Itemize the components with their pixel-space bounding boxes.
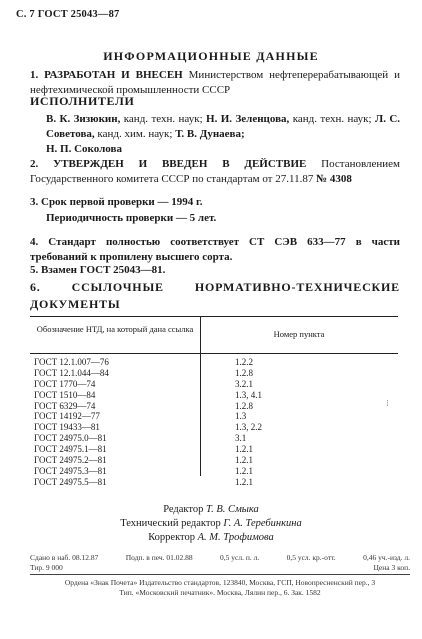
imprint-sheets: 0,5 усл. п. л. [220, 553, 260, 562]
item-text: Постановлением Государственного комитета СССР по стандартам от 27.11.87 [30, 158, 401, 185]
editor-name: Т. В. Смыка [205, 504, 259, 515]
author-degree: канд. хим. наук; [97, 128, 173, 140]
table-row [30, 401, 398, 412]
tech-editor-role: Технический редактор [120, 518, 221, 529]
item-number: 5. [30, 264, 39, 276]
item-5 [30, 263, 400, 278]
table-cell-clause: 3.2.1 [235, 378, 253, 389]
table-cell-clause: 1.2.8 [235, 400, 253, 411]
table-cell-document: ГОСТ 1770—74 [34, 378, 96, 389]
credits-block [0, 503, 422, 545]
item-text: Срок первой проверки — 1994 г. [41, 196, 203, 208]
item-number: 1. [30, 69, 39, 81]
table-cell-document: ГОСТ 12.1.007—76 [34, 357, 109, 367]
imprint-print-run: Тир. 9 000 [30, 563, 63, 572]
item-text: ССЫЛОЧНЫЕ НОРМАТИВНО-ТЕХНИЧЕСКИЕ ДОКУМЕНТЫ [30, 280, 400, 311]
table-cell-clause: 3.1 [235, 433, 247, 444]
table-row [30, 422, 398, 433]
imprint-line [30, 553, 410, 563]
table-cell-clause: 1.3, 4.1 [235, 389, 262, 400]
section-title: ИНФОРМАЦИОННЫЕ ДАННЫЕ [103, 49, 319, 63]
margin-mark: ⁝ [386, 398, 389, 408]
table-cell-document: ГОСТ 6329—74 [34, 400, 96, 411]
author-name: Н. П. Соколова [46, 143, 122, 155]
item-6 [30, 279, 400, 313]
table-border-top [30, 316, 398, 317]
page-header: С. 7 ГОСТ 25043—87 [16, 9, 120, 20]
table-cell-clause: 1.2.1 [235, 465, 253, 476]
author-name: Н. И. Зеленцова, [206, 113, 290, 125]
table-row [30, 390, 398, 401]
proofreader-name: А. М. Трофимова [197, 532, 274, 543]
table-cell-document: ГОСТ 24975.5—81 [34, 476, 107, 487]
table-row [30, 455, 398, 466]
proofreader-line [0, 531, 422, 545]
item-number: 2. [30, 158, 39, 170]
table-cell-document: ГОСТ 1510—84 [34, 389, 96, 400]
table-row [30, 433, 398, 444]
item-lead: РАЗРАБОТАН И ВНЕСЕН [44, 69, 183, 81]
item-4 [30, 235, 400, 264]
table-row [30, 477, 398, 488]
order-number: № 4308 [316, 172, 352, 185]
table-row [30, 379, 398, 390]
tech-editor-name: Г. А. Теребинкина [223, 518, 302, 529]
table-cell-clause: 1.2.8 [235, 367, 253, 378]
item-number: 3. [30, 196, 39, 208]
printshop-block [30, 578, 410, 598]
table-cell-document: ГОСТ 14192—77 [34, 411, 100, 422]
table-row [30, 466, 398, 477]
table-cell-clause: 1.3 [235, 411, 247, 422]
table-cell-document: ГОСТ 24975.0—81 [34, 433, 107, 444]
table-cell-document: ГОСТ 12.1.044—84 [34, 367, 109, 378]
author-name: Т. В. Дунаева; [175, 128, 245, 140]
imprint-divider [30, 574, 410, 575]
imprint-print-date: Подп. в печ. 01.02.88 [125, 553, 193, 562]
table-cell-clause: 1.3, 2.2 [235, 422, 262, 433]
imprint-price: Цена 3 коп. [373, 563, 410, 572]
author-name: Л. С. Советова, [46, 113, 401, 140]
table-body [30, 357, 398, 488]
editor-role: Редактор [163, 504, 204, 515]
editor-line [0, 503, 422, 517]
imprint-block [30, 553, 410, 573]
item-1 [30, 68, 400, 97]
item-text: Взамен ГОСТ 25043—81. [41, 264, 166, 276]
printer-address: Тип. «Московский печатник». Москва, Лялин пер., 6. Зак. 1582 [119, 588, 321, 597]
imprint-color-prints: 0,5 усл. кр.-отт. [286, 553, 336, 562]
table-cell-document: ГОСТ 24975.2—81 [34, 455, 107, 466]
item-lead: УТВЕРЖДЕН И ВВЕДЕН В ДЕЙСТВИЕ [53, 158, 307, 170]
table-row [30, 411, 398, 422]
table-cell-clause: 1.2.2 [235, 357, 253, 367]
table-cell-clause: 1.2.1 [235, 444, 253, 455]
item-3 [30, 195, 400, 210]
item-2 [30, 157, 400, 186]
imprint-typeset-date: Сдано в наб. 08.12.87 [30, 553, 99, 562]
table-cell-clause: 1.2.1 [235, 455, 253, 466]
table-row [30, 357, 398, 368]
table-cell-document: ГОСТ 24975.1—81 [34, 444, 107, 455]
item-number: 6. [30, 280, 41, 294]
item-text: Стандарт полностью соответствует СТ СЭВ 633—77 в части требований к пропилену высшего сорта. [30, 236, 400, 263]
table-row [30, 444, 398, 455]
table-row [30, 368, 398, 379]
author-degree: канд. техн. наук; [123, 113, 203, 125]
executors-heading: ИСПОЛНИТЕЛИ [30, 94, 135, 108]
publisher-address: Ордена «Знак Почета» Издательство стандартов, 123840, Москва, ГСП, Новопресненский пер., 3 [64, 578, 376, 587]
table-cell-document: ГОСТ 24975.3—81 [34, 465, 107, 476]
table-header-clause: Номер пункта [273, 329, 325, 339]
imprint-line [30, 563, 410, 573]
tech-editor-line [0, 517, 422, 531]
proofreader-role: Корректор [148, 532, 196, 543]
reference-table [30, 316, 398, 487]
author-degree: канд. техн. наук; [292, 113, 372, 125]
executors-list [46, 112, 400, 157]
author-name: В. К. Зизюкин, [46, 113, 121, 125]
item-text: Министерством нефтеперерабатывающей и нефтехимической промышленности СССР [30, 69, 400, 96]
table-cell-document: ГОСТ 19433—81 [34, 422, 100, 433]
item-number: 4. [30, 236, 39, 248]
table-header-divider [30, 353, 398, 354]
table-cell-clause: 1.2.1 [235, 476, 253, 487]
table-header-document: Обозначение НТД, на который дана ссылка [36, 324, 194, 334]
periodicity-note: Периодичность проверки — 5 лет. [46, 212, 217, 224]
imprint-publisher-sheets: 0,46 уч.-изд. л. [363, 553, 410, 562]
